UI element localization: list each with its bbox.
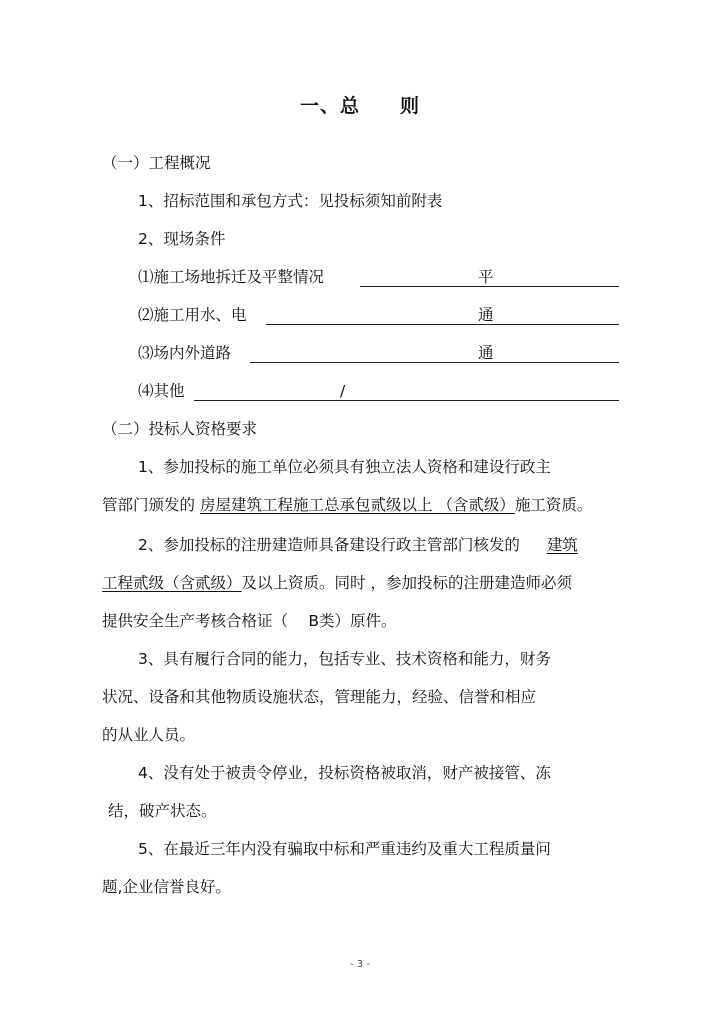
title-left: 一、总 bbox=[300, 95, 361, 117]
section1-item2: 2、现场条件 bbox=[138, 230, 226, 248]
para5-line1: 5、在最近三年内没有骗取中标和严重违约及重大工程质量问 bbox=[138, 840, 551, 858]
para1-line2-underlined: 房屋建筑工程施工总承包贰级以上 （含贰级） bbox=[199, 496, 515, 514]
para1-line2-pre: 管部门颁发的 bbox=[102, 496, 196, 514]
condition-label-1: ⑴施工场地拆迁及平整情况 bbox=[138, 268, 325, 286]
section1-item1: 1、招标范围和承包方式：见投标须知前附表 bbox=[138, 192, 443, 210]
para3-line1: 3、具有履行合同的能力，包括专业、技术资格和能力，财务 bbox=[138, 650, 551, 668]
para3-line3: 的从业人员。 bbox=[102, 726, 196, 744]
para2-line2 bbox=[102, 573, 572, 593]
para1-line1: 1、参加投标的施工单位必须具有独立法人资格和建设行政主 bbox=[138, 458, 551, 476]
para5-line2: 题,企业信誉良好。 bbox=[102, 878, 231, 896]
condition-value-2: 通 bbox=[478, 306, 494, 324]
para2-line1 bbox=[138, 535, 578, 555]
condition-label-2: ⑵施工用水、电 bbox=[138, 306, 247, 324]
para4-line1: 4、没有处于被责令停业，投标资格被取消，财产被接管、冻 bbox=[138, 764, 551, 782]
para4-line2: 结，破产状态。 bbox=[108, 802, 217, 820]
fill-line-4 bbox=[194, 400, 619, 401]
condition-label-3: ⑶场内外道路 bbox=[138, 344, 232, 362]
condition-label-4: ⑷其他 bbox=[138, 382, 185, 400]
page-number: - 3 - bbox=[350, 959, 370, 970]
condition-value-4: / bbox=[340, 382, 346, 400]
condition-value-1: 平 bbox=[478, 268, 494, 286]
title-right: 则 bbox=[400, 95, 421, 117]
section1-heading: （一）工程概况 bbox=[102, 154, 211, 172]
para3-line2: 状况、设备和其他物质设施状态，管理能力，经验、信誉和相应 bbox=[102, 688, 537, 706]
para2-line3: 提供安全生产考核合格证（ B类）原件。 bbox=[102, 612, 397, 630]
para1-line2-post: 施工资质。 bbox=[514, 496, 593, 514]
para1-line2 bbox=[102, 495, 592, 515]
para2-line2-underlined: 工程贰级（含贰级） bbox=[102, 574, 242, 592]
section2-heading: （二）投标人资格要求 bbox=[102, 420, 258, 438]
fill-line-3 bbox=[250, 362, 619, 363]
para2-line1-pre: 2、参加投标的注册建造师具备建设行政主管部门核发的 bbox=[138, 536, 520, 554]
para2-line1-underlined: 建筑 bbox=[546, 536, 578, 554]
condition-value-3: 通 bbox=[478, 344, 494, 362]
para2-line2-post: 及以上资质。同时 ，参加投标的注册建造师必须 bbox=[241, 574, 572, 592]
fill-line-2 bbox=[266, 324, 619, 325]
